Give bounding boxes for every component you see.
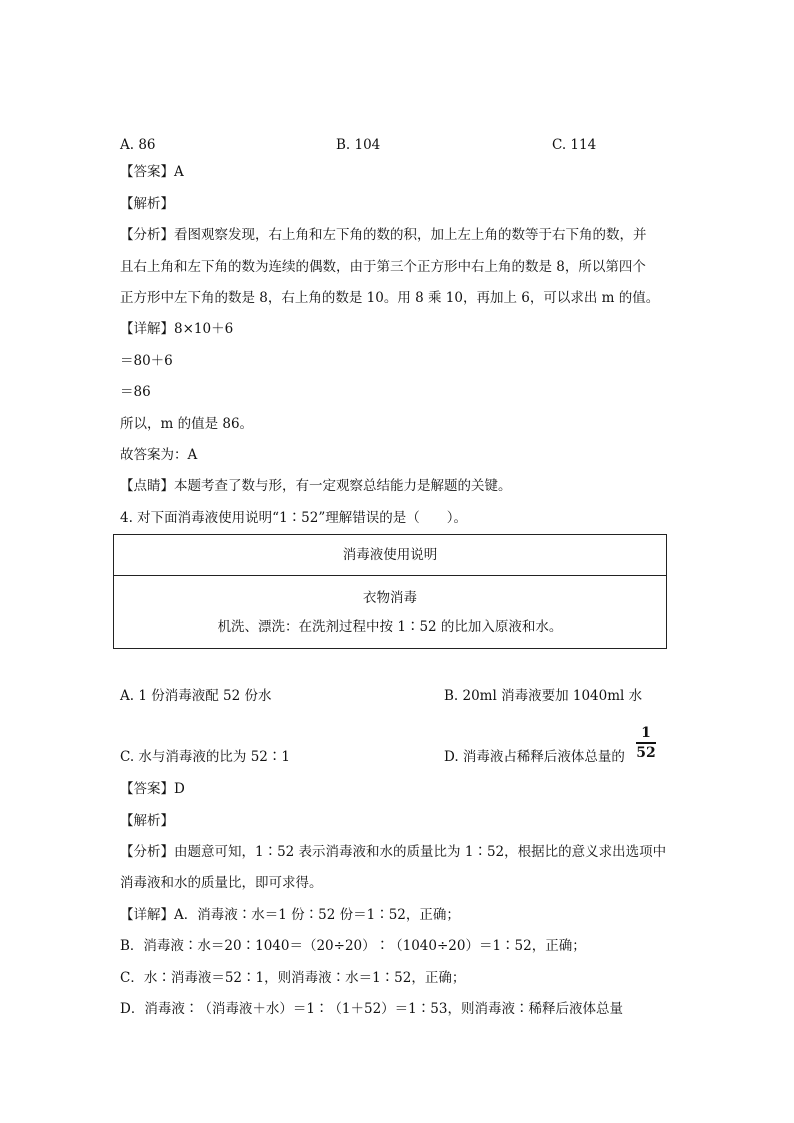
fraction-numerator: 1 bbox=[641, 725, 651, 741]
instruction-table bbox=[113, 534, 667, 649]
detail-line: 【详解】A．消毒液∶水＝1 份∶52 份＝1∶52，正确； bbox=[120, 907, 460, 923]
detail-line: B．消毒液∶水＝20∶1040＝（20÷20）∶（1040÷20）＝1∶52，正确； bbox=[120, 938, 586, 954]
analysis-line: 且右上角和左下角的数为连续的偶数，由于第三个正方形中右上角的数是 8，所以第四个 bbox=[120, 259, 646, 275]
option-c: C. 水与消毒液的比为 52∶1 bbox=[120, 749, 290, 765]
detail-line: ＝86 bbox=[120, 384, 151, 400]
detail-line: D．消毒液∶（消毒液＋水）＝1∶（1＋52）＝1∶53，则消毒液∶稀释后液体总量 bbox=[120, 1001, 623, 1017]
fraction-denominator: 52 bbox=[636, 745, 656, 761]
detail-line: C．水∶消毒液＝52∶1，则消毒液∶水＝1∶52，正确； bbox=[120, 970, 466, 986]
option-a: A. 86 bbox=[120, 137, 156, 153]
option-a: A. 1 份消毒液配 52 份水 bbox=[120, 688, 272, 704]
jiexi-heading: 【解析】 bbox=[120, 813, 174, 829]
option-b: B. 20ml 消毒液要加 1040ml 水 bbox=[444, 688, 643, 704]
answer-line: 【答案】A bbox=[120, 164, 184, 180]
fraction-one-over-fifty-two bbox=[636, 726, 656, 760]
option-c: C. 114 bbox=[552, 137, 597, 153]
analysis-line: 消毒液和水的质量比，即可求得。 bbox=[120, 875, 323, 891]
option-b: B. 104 bbox=[336, 137, 381, 153]
detail-line: 所以，m 的值是 86。 bbox=[120, 416, 254, 432]
analysis-line: 【分析】看图观察发现，右上角和左下角的数的积，加上左上角的数等于右下角的数，并 bbox=[120, 227, 647, 243]
question-stem: 4. 对下面消毒液使用说明“1∶52”理解错误的是（ ）。 bbox=[120, 510, 467, 526]
detail-line: 故答案为：A bbox=[120, 447, 198, 463]
detail-line: ＝80＋6 bbox=[120, 353, 173, 369]
answer-line: 【答案】D bbox=[120, 781, 185, 797]
comment-line: 【点睛】本题考查了数与形，有一定观察总结能力是解题的关键。 bbox=[120, 478, 512, 494]
table-header: 消毒液使用说明 bbox=[114, 535, 666, 576]
table-instruction: 机洗、漂洗：在洗剂过程中按 1∶52 的比加入原液和水。 bbox=[217, 619, 563, 635]
detail-line: 【详解】8×10＋6 bbox=[120, 321, 234, 337]
option-d: D. 消毒液占稀释后液体总量的 bbox=[444, 749, 625, 765]
analysis-line: 正方形中左下角的数是 8，右上角的数是 10。用 8 乘 10，再加上 6，可以求出 m 的值。 bbox=[120, 290, 660, 306]
table-subtitle: 衣物消毒 bbox=[363, 590, 417, 606]
analysis-line: 【分析】由题意可知，1∶52 表示消毒液和水的质量比为 1∶52，根据比的意义求出选项中 bbox=[120, 844, 667, 860]
jiexi-heading: 【解析】 bbox=[120, 196, 174, 212]
fraction-bar bbox=[636, 742, 656, 744]
